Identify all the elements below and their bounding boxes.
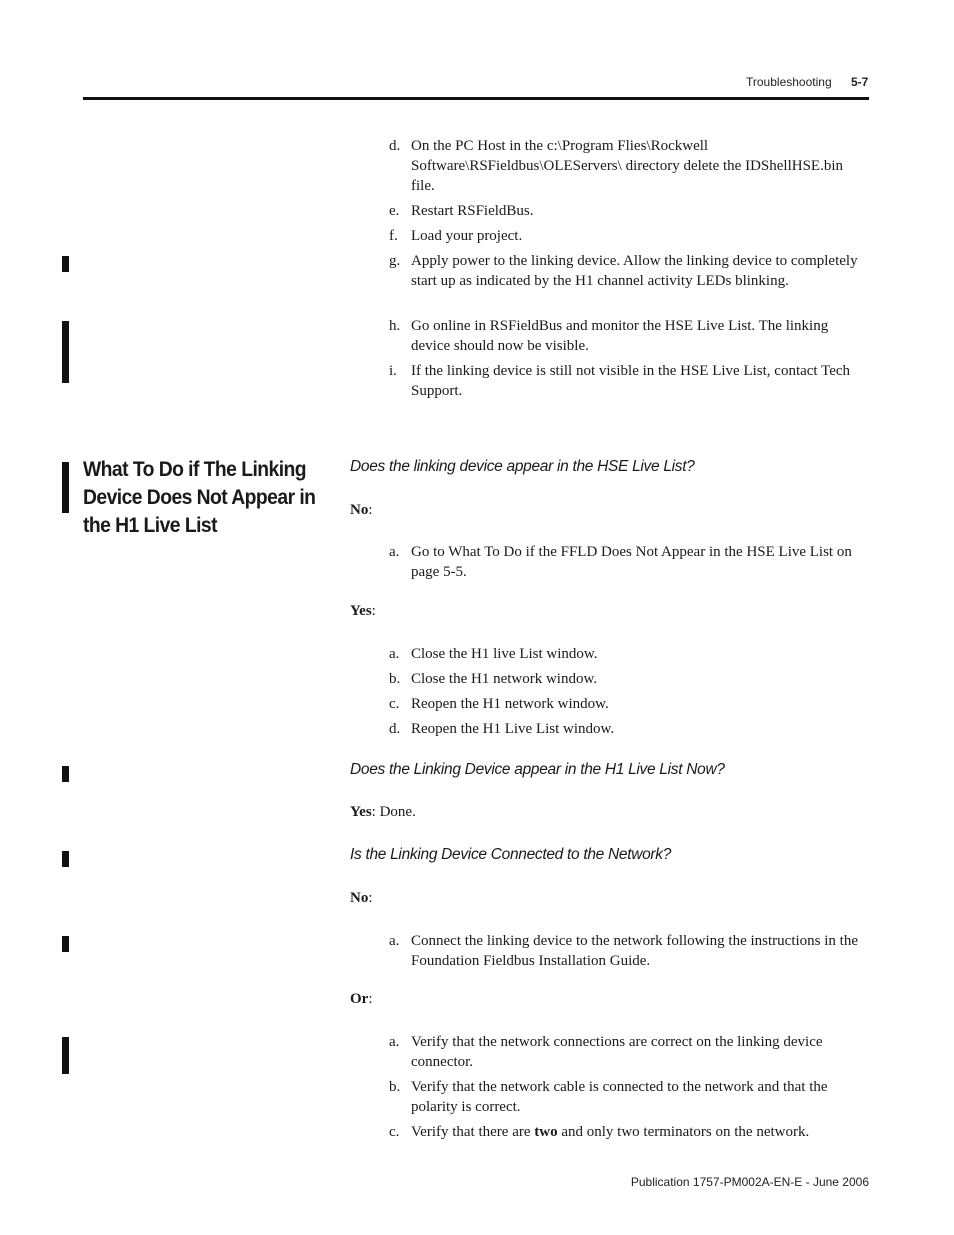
- list-marker: f.: [389, 228, 398, 244]
- list-item: [389, 931, 869, 971]
- colon: :: [368, 991, 373, 1007]
- list-text: Load your project.: [411, 228, 523, 244]
- list-item: [389, 542, 869, 582]
- list-item: [389, 316, 869, 356]
- no-label: [350, 890, 373, 907]
- list-text: Go online in RSFieldBus and monitor the HSE Live List. The linking device should now be visible.: [411, 318, 829, 354]
- list-item: [389, 136, 869, 196]
- list-marker: a.: [389, 646, 400, 662]
- change-bar: [62, 766, 69, 782]
- list-marker: a.: [389, 933, 400, 949]
- colon: :: [368, 502, 373, 518]
- list-text: On the PC Host in the c:\Program Flies\Rockwell Software\RSFieldbus\OLEServers\ directory delete the IDShellHSE.bin file.: [411, 138, 844, 194]
- change-bar: [62, 936, 69, 952]
- list-text: Close the H1 network window.: [411, 671, 598, 687]
- list-item: [389, 361, 869, 401]
- list-marker: c.: [389, 1124, 400, 1140]
- list-text: Close the H1 live List window.: [411, 646, 598, 662]
- list-text: Reopen the H1 network window.: [411, 696, 609, 712]
- list-marker: a.: [389, 1034, 400, 1050]
- list-item: [389, 1032, 869, 1072]
- page-number: 5-7: [851, 75, 869, 89]
- text-part: Verify that there are: [411, 1124, 535, 1140]
- list-item: [389, 1077, 869, 1117]
- list-item: [389, 694, 869, 714]
- list-marker: d.: [389, 138, 401, 154]
- list-marker: a.: [389, 544, 400, 560]
- no-label-text: No: [350, 502, 369, 518]
- list-text: Restart RSFieldBus.: [411, 203, 534, 219]
- colon: :: [371, 603, 376, 619]
- yes-done-text: : Done.: [371, 804, 416, 820]
- yes-label-text: Yes: [350, 804, 372, 820]
- colon: :: [368, 890, 373, 906]
- or-label: [350, 991, 373, 1008]
- list-marker: i.: [389, 363, 397, 379]
- yes-done-label: [350, 804, 416, 821]
- list-text: Verify that the network cable is connected to the network and that the polarity is correct.: [411, 1079, 828, 1115]
- section-heading: What To Do if The Linking Device Does Not Appear in the H1 Live List: [83, 458, 316, 537]
- list-text: Verify that the network connections are correct on the linking device connector.: [411, 1034, 823, 1070]
- list-text: Connect the linking device to the network following the instructions in the Foundation Fieldbus Installation Guide.: [411, 933, 858, 969]
- list-item: [389, 201, 869, 221]
- list-item: [389, 1122, 869, 1142]
- publication-footer: Publication 1757-PM002A-EN-E - June 2006: [630, 1175, 869, 1189]
- running-header-section: Troubleshooting: [746, 75, 832, 89]
- list-marker: b.: [389, 671, 401, 687]
- list-marker: c.: [389, 696, 400, 712]
- text-part: and only two terminators on the network.: [557, 1124, 810, 1140]
- list-text: Apply power to the linking device. Allow the linking device to completely start up as indicated by the H1 channel activity LEDs blinking.: [411, 253, 858, 289]
- list-text: Reopen the H1 Live List window.: [411, 721, 615, 737]
- no-label: [350, 502, 373, 519]
- list-marker: g.: [389, 253, 401, 269]
- yes-label-text: Yes: [350, 603, 372, 619]
- header-rule: [83, 97, 869, 100]
- list-item: [389, 669, 869, 689]
- list-item: [389, 644, 869, 664]
- yes-label: [350, 603, 376, 620]
- list-item: [389, 719, 869, 739]
- change-bar: [62, 1037, 69, 1074]
- no-label-text: No: [350, 890, 369, 906]
- list-item: [389, 226, 869, 246]
- list-text: If the linking device is still not visible in the HSE Live List, contact Tech Support.: [411, 363, 851, 399]
- question-h1-live-list-now: Does the Linking Device appear in the H1 Live List Now?: [350, 761, 725, 778]
- emphasis-two: two: [534, 1124, 558, 1140]
- list-marker: h.: [389, 318, 401, 334]
- question-hse-live-list: Does the linking device appear in the HSE Live List?: [350, 458, 695, 475]
- list-marker: d.: [389, 721, 401, 737]
- change-bar: [62, 851, 69, 867]
- or-label-text: Or: [350, 991, 369, 1007]
- change-bar: [62, 256, 69, 272]
- list-marker: b.: [389, 1079, 401, 1095]
- change-bar: [62, 462, 69, 513]
- change-bar: [62, 321, 69, 383]
- list-text: [411, 1122, 869, 1142]
- question-connected-to-network: Is the Linking Device Connected to the Network?: [350, 846, 672, 863]
- list-item: [389, 251, 869, 291]
- list-text: Go to What To Do if the FFLD Does Not Appear in the HSE Live List on page 5-5.: [411, 544, 852, 580]
- list-marker: e.: [389, 203, 400, 219]
